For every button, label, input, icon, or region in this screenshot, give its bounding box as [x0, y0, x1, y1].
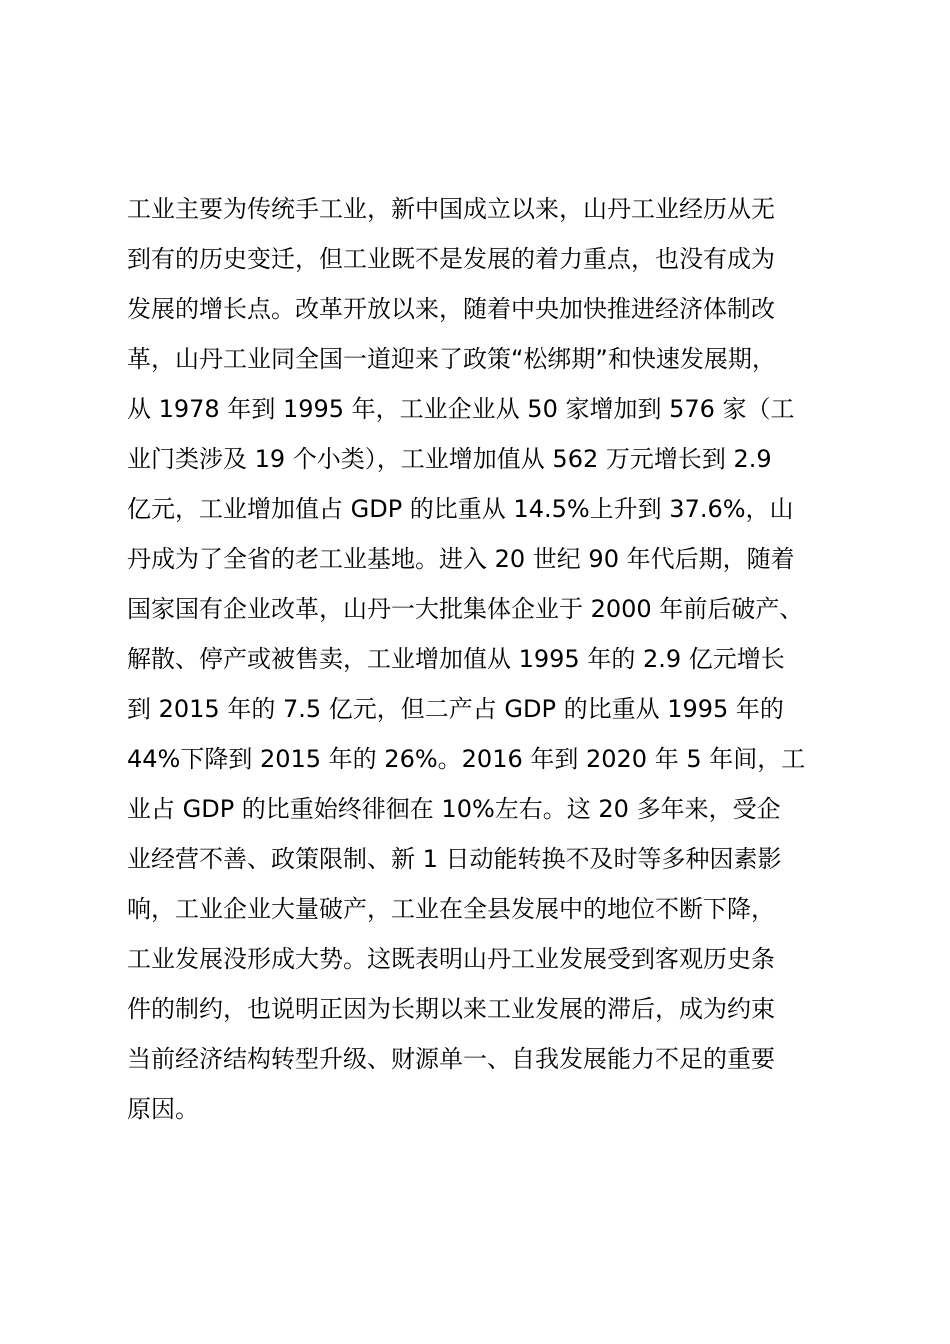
text-line: 当前经济结构转型升级、财源单一、自我发展能力不足的重要	[127, 1045, 775, 1073]
text-line: 革，山丹工业同全国一道迎来了政策“松绑期”和快速发展期，	[127, 345, 776, 373]
text-line: 到 2015 年的 7.5 亿元，但二产占 GDP 的比重从 1995 年的	[127, 695, 784, 723]
text-line: 从 1978 年到 1995 年，工业企业从 50 家增加到 576 家（工	[127, 395, 795, 423]
text-line: 原因。	[127, 1095, 199, 1123]
text-line: 响，工业企业大量破产，工业在全县发展中的地位不断下降，	[127, 895, 775, 923]
text-line: 亿元，工业增加值占 GDP 的比重从 14.5%上升到 37.6%，山	[127, 495, 794, 523]
text-line: 发展的增长点。改革开放以来，随着中央加快推进经济体制改	[127, 295, 775, 323]
text-line: 业占 GDP 的比重始终徘徊在 10%左右。这 20 多年来，受企	[127, 795, 781, 823]
text-line: 件的制约，也说明正因为长期以来工业发展的滞后，成为约束	[127, 995, 775, 1023]
body-paragraph	[127, 184, 847, 1134]
text-line: 工业主要为传统手工业，新中国成立以来，山丹工业经历从无	[127, 195, 775, 223]
text-line: 丹成为了全省的老工业基地。进入 20 世纪 90 年代后期，随着	[127, 545, 795, 573]
text-line: 44%下降到 2015 年的 26%。2016 年到 2020 年 5 年间，工	[127, 745, 806, 773]
text-line: 工业发展没形成大势。这既表明山丹工业发展受到客观历史条	[127, 945, 775, 973]
text-line: 业经营不善、政策限制、新 1 日动能转换不及时等多种因素影	[127, 845, 782, 873]
text-line: 业门类涉及 19 个小类），工业增加值从 562 万元增长到 2.9	[127, 445, 772, 473]
text-line: 解散、停产或被售卖，工业增加值从 1995 年的 2.9 亿元增长	[127, 645, 785, 673]
text-line: 到有的历史变迁，但工业既不是发展的着力重点，也没有成为	[127, 245, 775, 273]
text-line: 国家国有企业改革，山丹一大批集体企业于 2000 年前后破产、	[127, 595, 804, 623]
